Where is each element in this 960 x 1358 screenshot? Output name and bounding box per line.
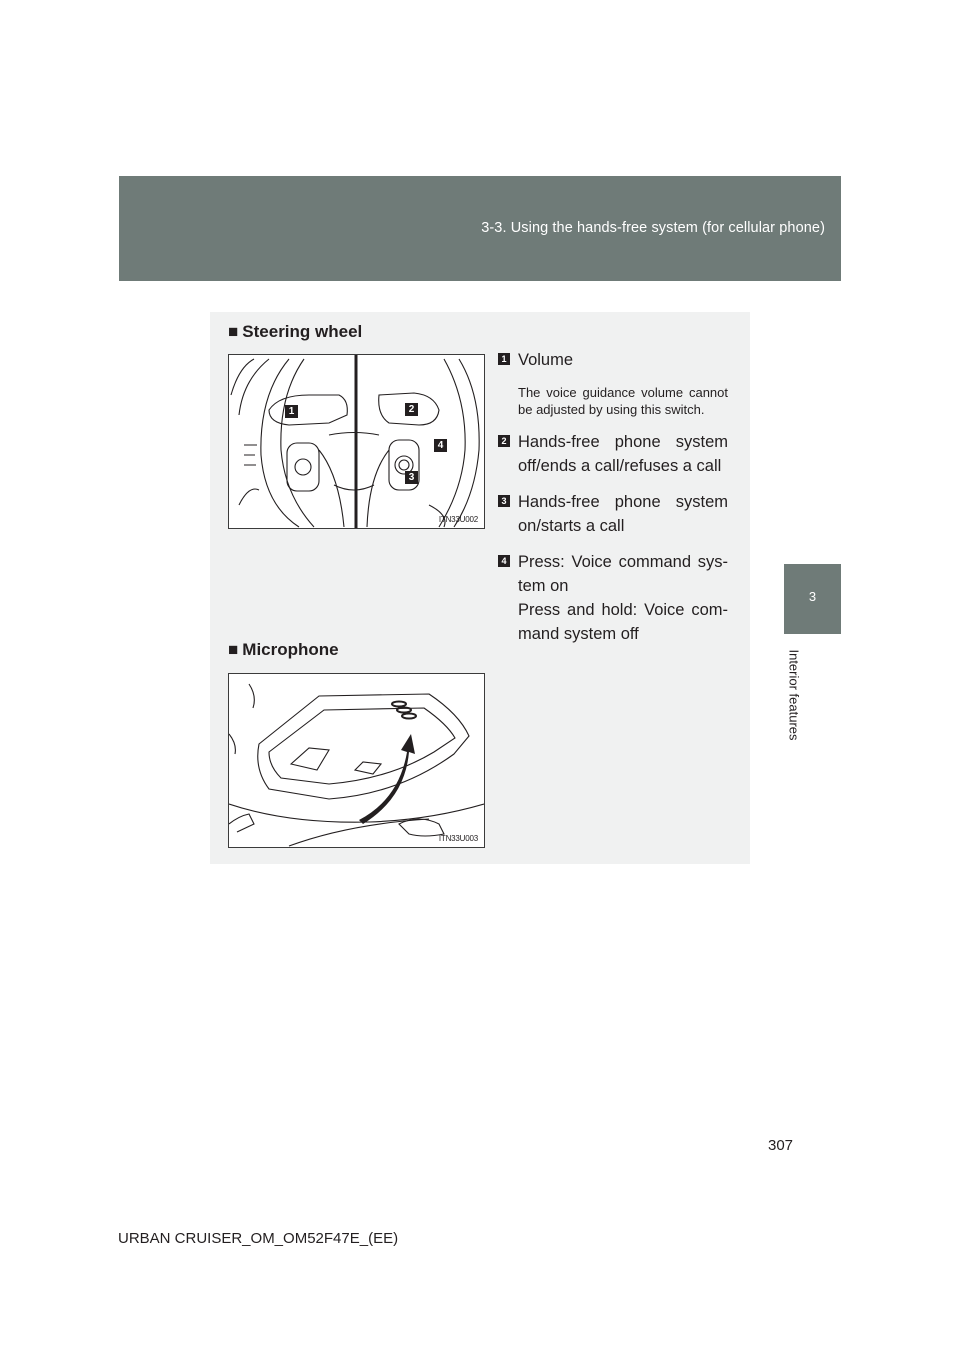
chapter-label	[786, 640, 802, 750]
callout-3: 3	[405, 471, 418, 484]
steering-wheel-heading	[228, 322, 362, 342]
callout-2: 2	[405, 403, 418, 416]
item-note: The voice guidance volume cannot be adjusted by using this switch.	[518, 385, 728, 417]
item-label: Hands-free phone system on/starts a call	[518, 493, 728, 535]
microphone-figure	[228, 673, 485, 848]
document-code: URBAN CRUISER_OM_OM52F47E_(EE)	[118, 1230, 399, 1247]
item-label: Volume	[518, 351, 574, 369]
list-item	[498, 430, 728, 478]
page-number: 307	[768, 1137, 794, 1154]
item-number: 3	[498, 495, 510, 507]
control-list	[498, 348, 728, 658]
chapter-number: 3	[808, 589, 817, 604]
heading-text: Microphone	[242, 640, 339, 659]
content-panel	[210, 312, 750, 864]
microphone-heading	[228, 640, 339, 660]
item-number: 1	[498, 353, 510, 365]
heading-bullet: ■	[228, 640, 239, 659]
chapter-label-text: Interior features	[786, 649, 802, 741]
heading-bullet: ■	[228, 322, 239, 341]
item-number: 4	[498, 555, 510, 567]
item-number: 2	[498, 435, 510, 447]
callout-1: 1	[285, 405, 298, 418]
item-label-secondary: Press and hold: Voice com-mand system off	[518, 601, 728, 643]
callout-4: 4	[434, 439, 447, 452]
section-title: 3-3. Using the hands-free system (for cellular phone)	[481, 220, 825, 236]
figure-code: ITN33U003	[438, 834, 478, 843]
item-label: Press: Voice command sys-tem on	[518, 553, 728, 595]
header-band	[119, 176, 841, 281]
microphone-illustration	[229, 674, 484, 847]
steering-wheel-figure	[228, 354, 485, 529]
figure-code: ITN33U002	[438, 515, 478, 524]
list-item	[498, 550, 728, 646]
heading-text: Steering wheel	[242, 322, 363, 341]
item-label: Hands-free phone system off/ends a call/refuses a call	[518, 433, 728, 475]
list-item	[498, 490, 728, 538]
chapter-tab[interactable]	[784, 564, 841, 634]
list-item	[498, 348, 728, 418]
